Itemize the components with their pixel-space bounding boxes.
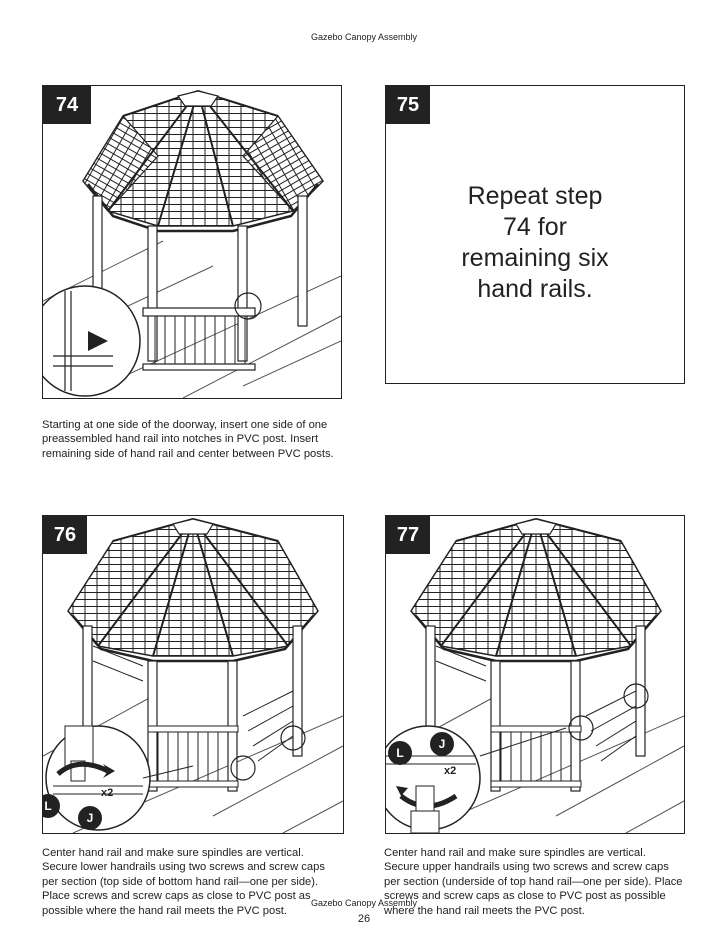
step-74-number: 74 xyxy=(43,86,91,124)
step-76-panel xyxy=(42,515,344,834)
step-76-label-j: J xyxy=(86,811,94,825)
step-77-panel xyxy=(385,515,685,834)
step-75-panel xyxy=(385,85,685,384)
step-76-number: 76 xyxy=(43,516,87,554)
step-77-number: 77 xyxy=(386,516,430,554)
step-76-caption: Center hand rail and make sure spindles are vertical. Secure lower handrails using two screws and screw caps per section (top side of bottom hand rail—one per side). Place screws and screw caps as close to PVC post as possible where the hand rail meets the PVC post. xyxy=(42,847,325,917)
gazebo-illustration-76 xyxy=(43,516,343,833)
page-number: 26 xyxy=(357,913,371,925)
page-header: Gazebo Canopy Assembly xyxy=(310,32,418,42)
page-footer: Gazebo Canopy Assembly xyxy=(310,898,418,908)
step-74-panel xyxy=(42,85,342,399)
step-76-label-l: L xyxy=(44,799,52,813)
step-77-callout-count: x2 xyxy=(444,765,457,777)
step-77-label-j: J xyxy=(438,737,446,751)
step-75-number: 75 xyxy=(386,86,430,124)
step-75-repeat-text: Repeat step 74 for remaining six hand rails. xyxy=(461,182,609,303)
step-77-caption: Center hand rail and make sure spindles are vertical. Secure upper handrails using two screws and screw caps per section (underside of top hand rail—one per side). Place screws and screw caps as close to PVC post as possible where the hand rail meets the PVC post. xyxy=(384,847,683,917)
step-77-label-l: L xyxy=(396,746,404,760)
step-76-callout-count: x2 xyxy=(101,787,114,799)
gazebo-illustration-74 xyxy=(43,86,341,398)
gazebo-illustration-77 xyxy=(386,516,684,833)
step-74-caption: Starting at one side of the doorway, insert one side of one preassembled hand rail into notches in PVC post. Insert remaining side of hand rail and center between PVC posts. xyxy=(42,419,334,460)
